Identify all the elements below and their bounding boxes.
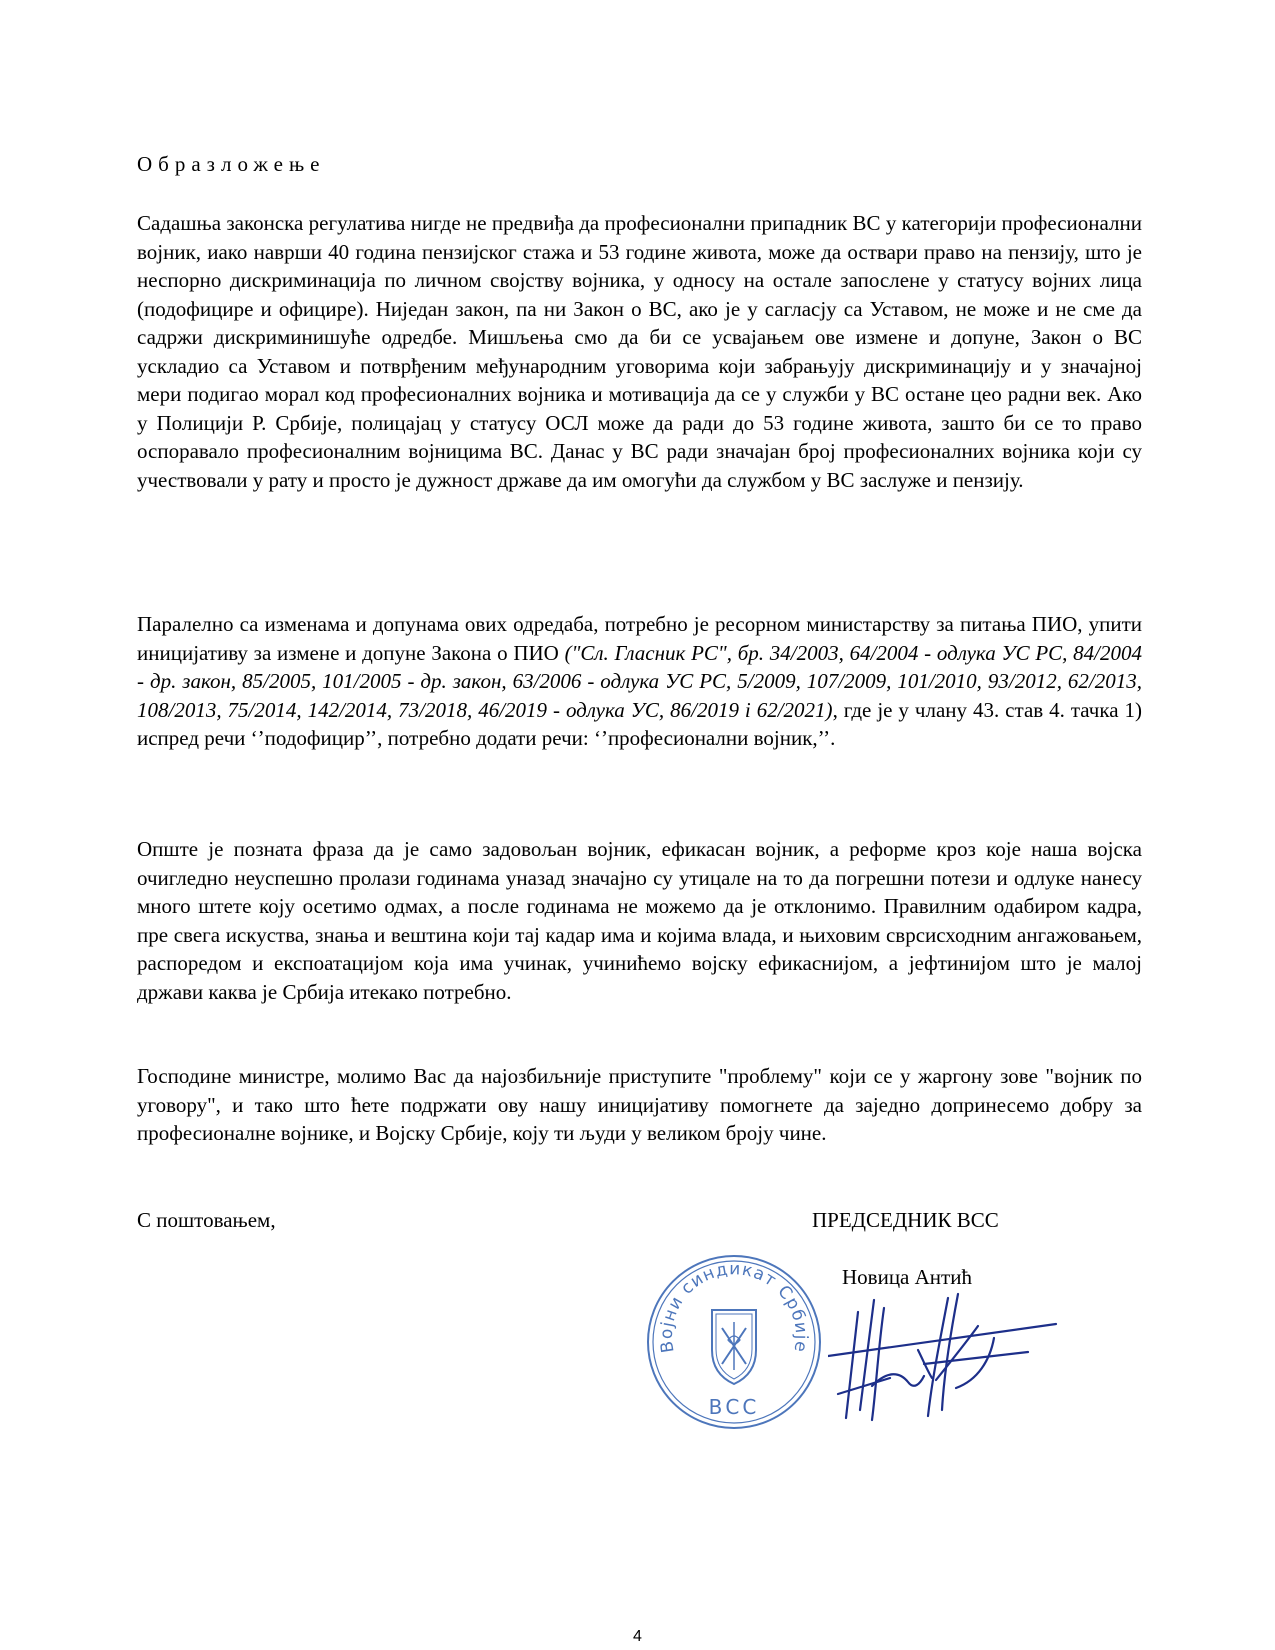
- union-stamp: [644, 1252, 824, 1432]
- section-heading: Образложење: [137, 152, 326, 176]
- closing-salutation: С поштовањем,: [137, 1208, 276, 1232]
- legal-citation: ("Сл. Гласник РС", бр. 34/2003, 64/2004 - одлука УС РС, 84/2004 - др. закон, 85/2005, 101/2005 - др. закон, 63/2006 - одлука УС РС, 5/2009, 107/2009, 101/2010, 93/2012, 62/2013, 108/2013, 75/2014, 142/2014, 73/2018, 46/2019 - одлука УС, 86/2019 і 62/2021): [137, 640, 1142, 722]
- paragraph-pio-end: , где је у члану 43. став 4. тачка 1) испред речи ‘’подофицир’’, потребно додати речи: ‘’професионални војник,’’.: [137, 697, 1142, 750]
- paragraph-reform: Опште је позната фраза да је само задовољан војник, ефикасан војник, а реформе кроз које наша војска очигледно неуспешно пролази годинама уназад значајно су утицале на то да погрешни потези и одлуке нанесу много штете коју осетимо одмах, а после годинама не можемо да је отклонимо. Правилним одабиром кадра, пре свега искуства, знања и вештина који тај кадар има и којима влада, и њиховим сврсисходним ангажовањем, распоредом и експоатацијом која има учинак, учинићемо војску ефикаснијом, а јефтинијом што је малој држави каква је Србија итекако потребно.: [137, 837, 1142, 1004]
- paragraph-justification: Садашња законска регулатива нигде не предвиђа да професионални припадник ВС у категорији професионални војник, иако наврши 40 година пензијског стажа и 53 године живота, може да оствари право на пензију, што је неспорно дискриминација по личном својству војника, у односу на остале запослене у статусу војних лица (подофицире и официре). Ниједан закон, па ни Закон о ВС, ако је у сагласју са Уставом, не може и не сме да садржи дискриминишуће одредбе. Мишљења смо да би се усвајањем ове измене и допуне, Закон о ВС ускладио са Уставом и потврђеним међународним уговорима који забрањују дискриминацију и у значајној мери подигао морал код професионалних војника и мотивација да се у служби у ВС остане цео радни век. Ако у Полицији Р. Србије, полицајац у статусу ОСЛ може да ради до 53 године живота, зашто би се то право оспоравало професионалним војницима ВС. Данас у ВС ради значајан број професионалних војника који су учествовали у рату и просто је дужност државе да им омогући да службом у ВС заслуже и пензију.: [137, 211, 1142, 492]
- stamp-bottom-text: ВСС: [708, 1395, 760, 1419]
- stamp-arc-text: Војни синдикат Србије: [656, 1259, 812, 1355]
- paragraph-appeal: Господине министре, молимо Вас да најозбиљније приступите "проблему" који се у жаргону зове "војник по уговору", и тако што ћете подржати ову нашу иницијативу помогнете да заједно допринесемо добру за професионалне војнике, и Војску Србије, коју ти људи у великом броју чине.: [137, 1064, 1142, 1145]
- signatory-title: ПРЕДСЕДНИК ВСС: [812, 1208, 999, 1232]
- handwritten-signature: [828, 1290, 1058, 1430]
- signatory-name: Новица Антић: [842, 1265, 972, 1289]
- page-number: 4: [633, 1628, 642, 1645]
- paragraph-pio-start: Паралелно са изменама и допунама ових одредаба, потребно је ресорном министарству за питања ПИО, упити иницијативу за измене и допуне Закона о ПИО: [137, 612, 1142, 665]
- paragraph-pio-initiative: [137, 610, 1142, 753]
